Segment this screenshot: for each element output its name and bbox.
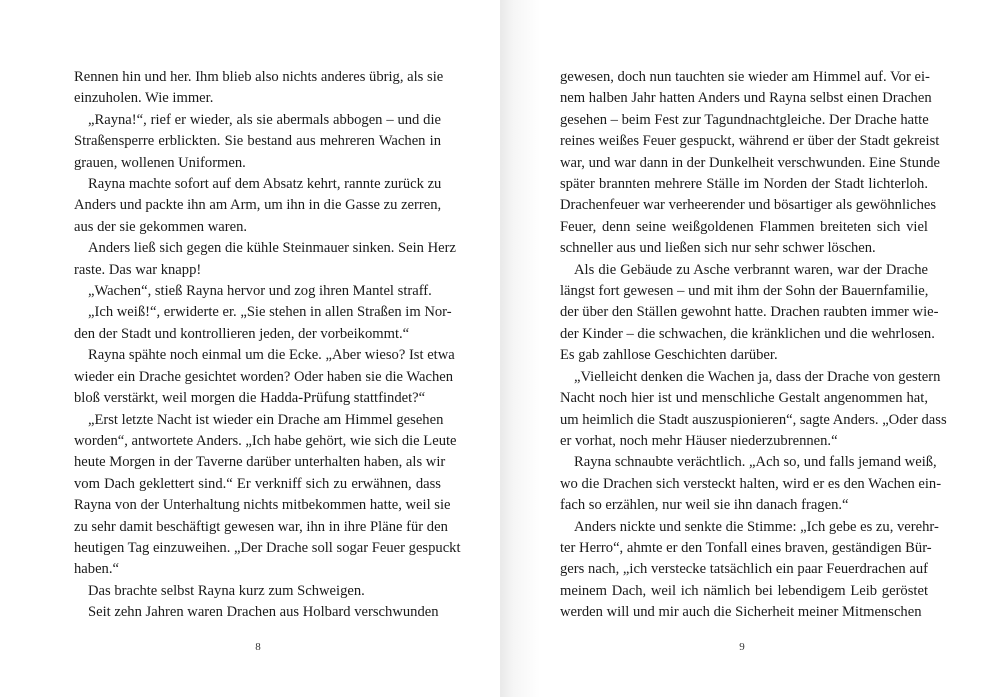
text-line: bloß verstärkt, weil morgen die Hadda-Prüfung stattfindet?“ (74, 390, 426, 407)
text-line: er vorhat, noch mehr Häuser niederzubrennen.“ (560, 432, 838, 449)
text-line: einzuholen. Wie immer. (74, 90, 214, 107)
paragraph (74, 602, 441, 623)
text-line: wo die Drachen sich versteckt halten, wird er es den Wachen ein- (560, 475, 942, 492)
text-line: heute Morgen in der Taverne darüber unterhalten haben, als wir (74, 454, 446, 471)
text-line: war, und war dann in der Dunkelheit verschwunden. Eine Stunde (560, 154, 940, 171)
text-line: um heimlich die Stadt auszuspionieren“, sagte Anders. „Oder dass (560, 411, 947, 428)
right-page-text (560, 67, 947, 624)
paragraph (560, 367, 947, 453)
text-line: „Erst letzte Nacht ist wieder ein Drache am Himmel gesehen (88, 411, 444, 428)
paragraph (74, 410, 461, 581)
text-line: vom Dach geklettert sind.“ Er verkniff sich zu erwähnen, dass (74, 475, 441, 492)
paragraph (560, 452, 942, 516)
text-line: schneller aus und ließen sich nur sehr schwer löschen. (560, 240, 876, 257)
text-line: ter Herro“, ahmte er den Tonfall eines braven, geständigen Bür- (560, 539, 932, 556)
text-line: Seit zehn Jahren waren Drachen aus Holbard verschwunden (88, 604, 439, 621)
text-line: Rayna schnaubte verächtlich. „Ach so, und falls jemand weiß, (574, 454, 937, 471)
text-line: worden“, antwortete Anders. „Ich habe gehört, wie sich die Leute (74, 432, 457, 449)
right-page (500, 0, 1000, 697)
text-line: meinem Dach, weil ich nämlich bei lebendigem Leib geröstet (560, 582, 928, 599)
paragraph (74, 345, 455, 409)
text-line: Straßensperre erblickten. Sie bestand aus mehreren Wachen in (74, 133, 441, 150)
text-line: der über den Ställen gewohnt hatte. Drachen raubten immer wie- (560, 304, 939, 321)
paragraph (74, 174, 441, 238)
text-line: „Wachen“, stieß Rayna hervor und zog ihren Mantel straff. (88, 283, 432, 300)
text-line: gesehen – beim Fest zur Tagundnachtgleiche. Der Drache hatte (560, 111, 929, 128)
text-line: Anders ließ sich gegen die kühle Steinmauer sinken. Sein Herz (88, 240, 456, 257)
paragraph (74, 581, 441, 602)
page-number-right: 9 (739, 641, 745, 653)
text-line: aus der sie gekommen waren. (74, 218, 248, 235)
paragraph (74, 67, 444, 110)
text-line: reines weißes Feuer gespuckt, während er über der Stadt gekreist (560, 133, 940, 150)
text-line: Anders nickte und senkte die Stimme: „Ich gebe es zu, verehr- (574, 518, 939, 535)
text-line: werden will und mir auch die Sicherheit meiner Mitmenschen (560, 604, 922, 621)
text-line: „Vielleicht denken die Wachen ja, dass der Drache von gestern (574, 368, 941, 385)
text-line: zu sehr damit beschäftigt gewesen war, ihn in ihre Pläne für den (74, 518, 448, 535)
paragraph (74, 302, 452, 345)
text-line: Das brachte selbst Rayna kurz zum Schweigen. (88, 582, 365, 599)
text-line: Feuer, denn seine weißgoldenen Flammen breiteten sich viel (560, 218, 928, 235)
text-line: nem halben Jahr hatten Anders und Rayna selbst einen Drachen (560, 90, 932, 107)
text-line: Drachenfeuer war verheerender und bösartiger als gewöhnliches (560, 197, 937, 214)
text-line: Rayna machte sofort auf dem Absatz kehrt, rannte zurück zu (88, 176, 442, 193)
text-line: haben.“ (74, 561, 119, 578)
text-line: fach so erzählen, nur weil sie ihn danach fragen.“ (560, 497, 849, 514)
text-line: Anders und packte ihn am Arm, um ihn in die Gasse zu zerren, (74, 197, 442, 214)
text-line: gers nach, „ich verstecke tatsächlich ein paar Feuerdrachen auf (560, 561, 928, 578)
paragraph (560, 517, 939, 624)
text-line: Nacht noch hier ist und menschliche Gestalt angenommen hat, (560, 390, 928, 407)
left-page-text (74, 67, 461, 624)
text-line: Rayna spähte noch einmal um die Ecke. „Aber wieso? Ist etwa (88, 347, 455, 364)
text-line: Rennen hin und her. Ihm blieb also nichts anderes übrig, als sie (74, 69, 444, 85)
paragraph (74, 281, 441, 302)
text-line: Als die Gebäude zu Asche verbrannt waren, war der Drache (574, 261, 928, 278)
paragraph (74, 238, 456, 281)
text-line: heutigen Tag einzuweihen. „Der Drache soll sogar Feuer gespuckt (74, 539, 461, 556)
paragraph (560, 67, 940, 260)
page-number-left: 8 (255, 641, 261, 653)
paragraph (74, 110, 441, 174)
text-line: grauen, wollenen Uniformen. (74, 154, 246, 171)
paragraph (560, 260, 939, 367)
text-line: raste. Das war knapp! (74, 261, 202, 278)
text-line: wieder ein Drache gesichtet worden? Oder haben sie die Wachen (74, 368, 454, 385)
text-line: gewesen, doch nun tauchten sie wieder am Himmel auf. Vor ei- (560, 69, 930, 85)
text-line: „Ich weiß!“, erwiderte er. „Sie stehen in allen Straßen im Nor- (88, 304, 452, 321)
text-line: Rayna von der Unterhaltung nichts mitbekommen hatte, weil sie (74, 497, 451, 514)
text-line: „Rayna!“, rief er wieder, als sie abermals abbogen – und die (88, 111, 441, 128)
text-line: längst fort gewesen – und mit ihm der Sohn der Bauernfamilie, (560, 283, 929, 300)
text-line: später brannten mehrere Ställe im Norden der Stadt lichterloh. (560, 176, 928, 193)
text-line: der Kinder – die schwachen, die kränklichen und die wehrlosen. (560, 325, 935, 342)
text-line: Es gab zahllose Geschichten darüber. (560, 347, 778, 364)
text-line: den der Stadt und kontrollieren jeden, der vorbeikommt.“ (74, 325, 410, 342)
